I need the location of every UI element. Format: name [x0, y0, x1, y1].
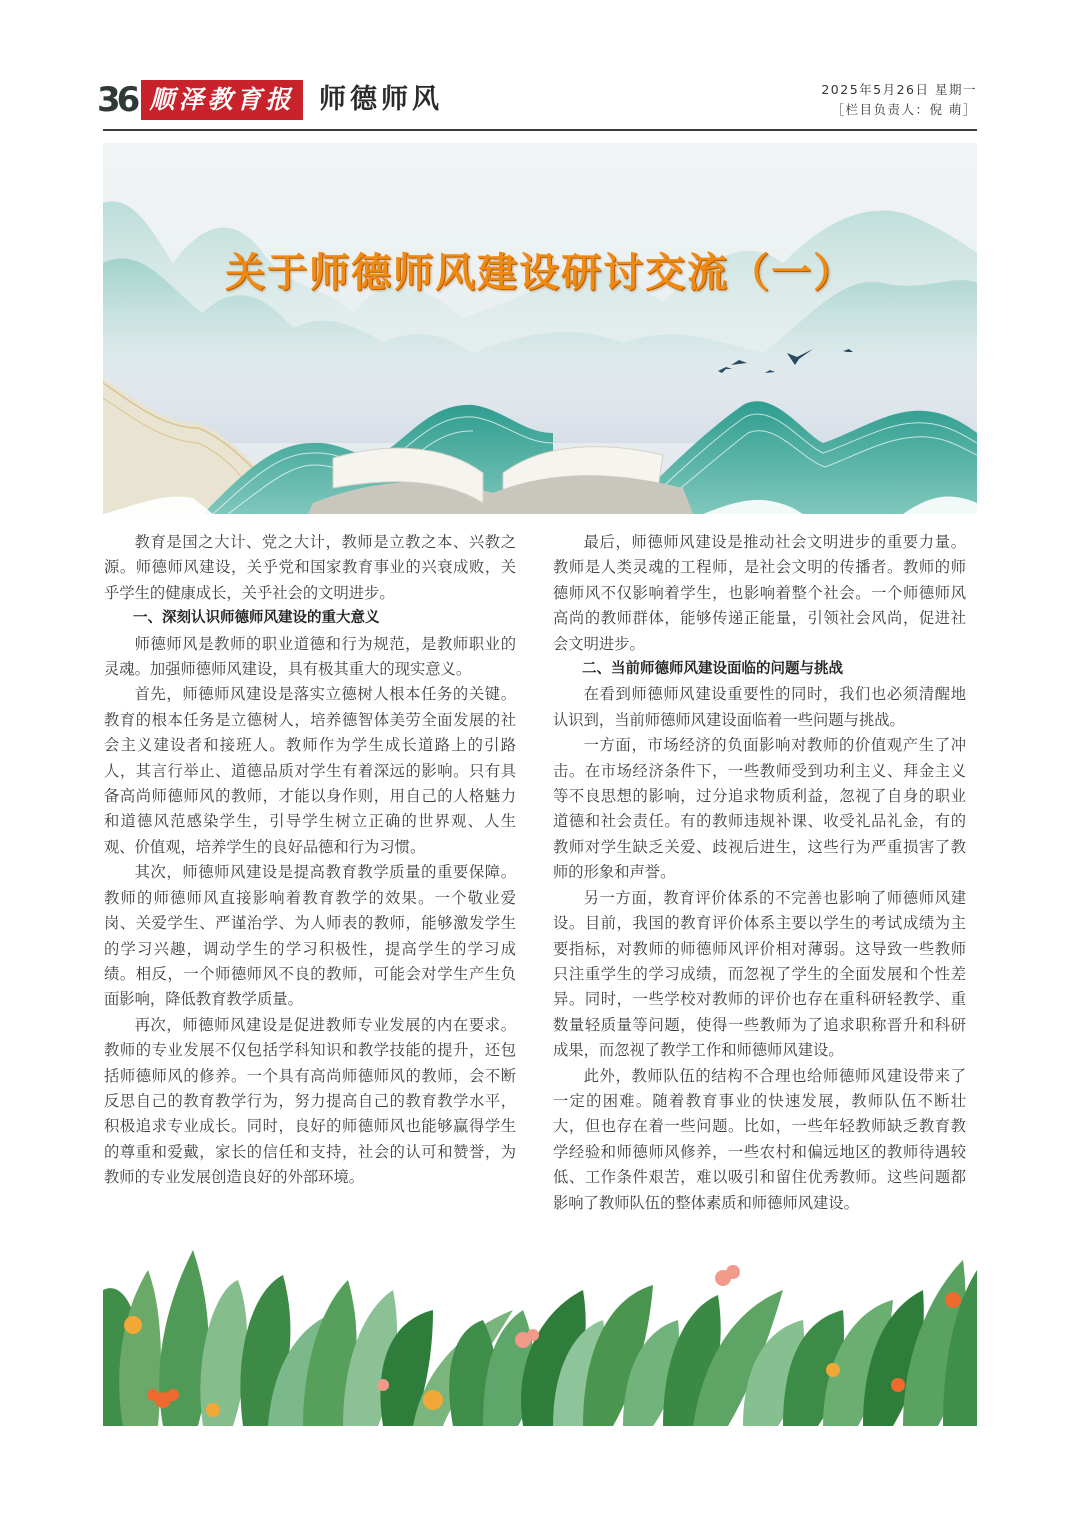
paragraph: 教育是国之大计、党之大计，教师是立教之本、兴教之源。师德师风建设，关乎党和国家教育事业的兴衰成败，关乎学生的健康成长，关乎社会的文明进步。 [104, 533, 516, 602]
article-banner [103, 143, 977, 514]
header-divider [103, 129, 977, 131]
article-column-left [104, 530, 516, 1191]
foliage-decoration [103, 1250, 977, 1426]
paragraph: 师德师风是教师的职业道德和行为规范，是教师职业的灵魂。加强师德师风建设，具有极其重大的现实意义。 [104, 634, 516, 679]
masthead [97, 78, 977, 124]
paragraph: 最后，师德师风建设是推动社会文明进步的重要力量。教师是人类灵魂的工程师，是社会文明的传播者。教师的师德师风不仅影响着学生，也影响着整个社会。一个师德师风高尚的教师群体，能够传递正能量，引领社会风尚，促进社会文明进步。 [553, 533, 966, 653]
issue-date: 2025年5月26日 星期一 [821, 82, 977, 97]
paragraph: 此外，教师队伍的结构不合理也给师德师风建设带来了一定的困难。随着教育事业的快速发展，教师队伍不断壮大，但也存在着一些问题。比如，一些年轻教师缺乏教育教学经验和师德师风修养，一些农村和偏远地区的教师待遇较低、工作条件艰苦，难以吸引和留住优秀教师。这些问题都影响了教师队伍的整体素质和师德师风建设。 [553, 1066, 966, 1212]
section-heading: 一、深刻认识师德师风建设的重大意义 [133, 610, 380, 627]
paragraph: 再次，师德师风建设是促进教师专业发展的内在要求。教师的专业发展不仅包括学科知识和教学技能的提升，还包括师德师风的修养。一个具有高尚师德师风的教师，会不断反思自己的教育教学行为，努力提高自己的教育教学水平，积极追求专业成长。同时，良好的师德师风也能够赢得学生的尊重和爱戴，家长的信任和支持，社会的认可和赞誉，为教师的专业发展创造良好的外部环境。 [104, 1015, 516, 1187]
paragraph: 其次，师德师风建设是提高教育教学质量的重要保障。教师的师德师风直接影响着教育教学的效果。一个敬业爱岗、关爱学生、严谨治学、为人师表的教师，能够激发学生的学习兴趣，调动学生的学习积极性，提高学生的学习成绩。相反，一个师德师风不良的教师，可能会对学生产生负面影响，降低教育教学质量。 [104, 863, 516, 1009]
article-title: 关于师德师风建设研讨交流（一） [225, 250, 855, 296]
article-column-right [553, 530, 966, 1216]
paragraph: 另一方面，教育评价体系的不完善也影响了师德师风建设。目前，我国的教育评价体系主要以学生的考试成绩为主要指标，对教师的师德师风评价相对薄弱。这导致一些教师只注重学生的学习成绩，而忽视了学生的全面发展和个性差异。同时，一些学校对教师的评价也存在重科研轻教学、重数量轻质量等问题，使得一些教师为了追求职称晋升和科研成果，而忽视了教学工作和师德师风建设。 [553, 888, 966, 1060]
column-editor: ［栏目负责人：倪 萌］ [831, 102, 977, 117]
newspaper-logo: 顺泽教育报 [141, 80, 303, 120]
paragraph: 在看到师德师风建设重要性的同时，我们也必须清醒地认识到，当前师德师风建设面临着一些问题与挑战。 [553, 685, 966, 729]
leaves-illustration [103, 1250, 977, 1426]
paragraph: 首先，师德师风建设是落实立德树人根本任务的关键。教育的根本任务是立德树人，培养德智体美劳全面发展的社会主义建设者和接班人。教师作为学生成长道路上的引路人，其言行举止、道德品质对学生有着深远的影响。只有具备高尚师德师风的教师，才能以身作则，用自己的人格魅力和道德风范感染学生，引导学生树立正确的世界观、人生观、价值观，培养学生的良好品德和行为习惯。 [104, 685, 516, 856]
paragraph: 一方面，市场经济的负面影响对教师的价值观产生了冲击。在市场经济条件下，一些教师受到功利主义、拜金主义等不良思想的影响，过分追求物质利益，忽视了自身的职业道德和社会责任。有的教师违规补课、收受礼品礼金，有的教师对学生缺乏关爱、歧视后进生，这些行为严重损害了教师的形象和声誉。 [553, 736, 966, 882]
page-number: 36 [97, 80, 137, 120]
landscape-illustration [103, 143, 977, 514]
section-heading: 二、当前师德师风建设面临的问题与挑战 [582, 661, 843, 678]
section-title: 师德师风 [319, 84, 443, 115]
